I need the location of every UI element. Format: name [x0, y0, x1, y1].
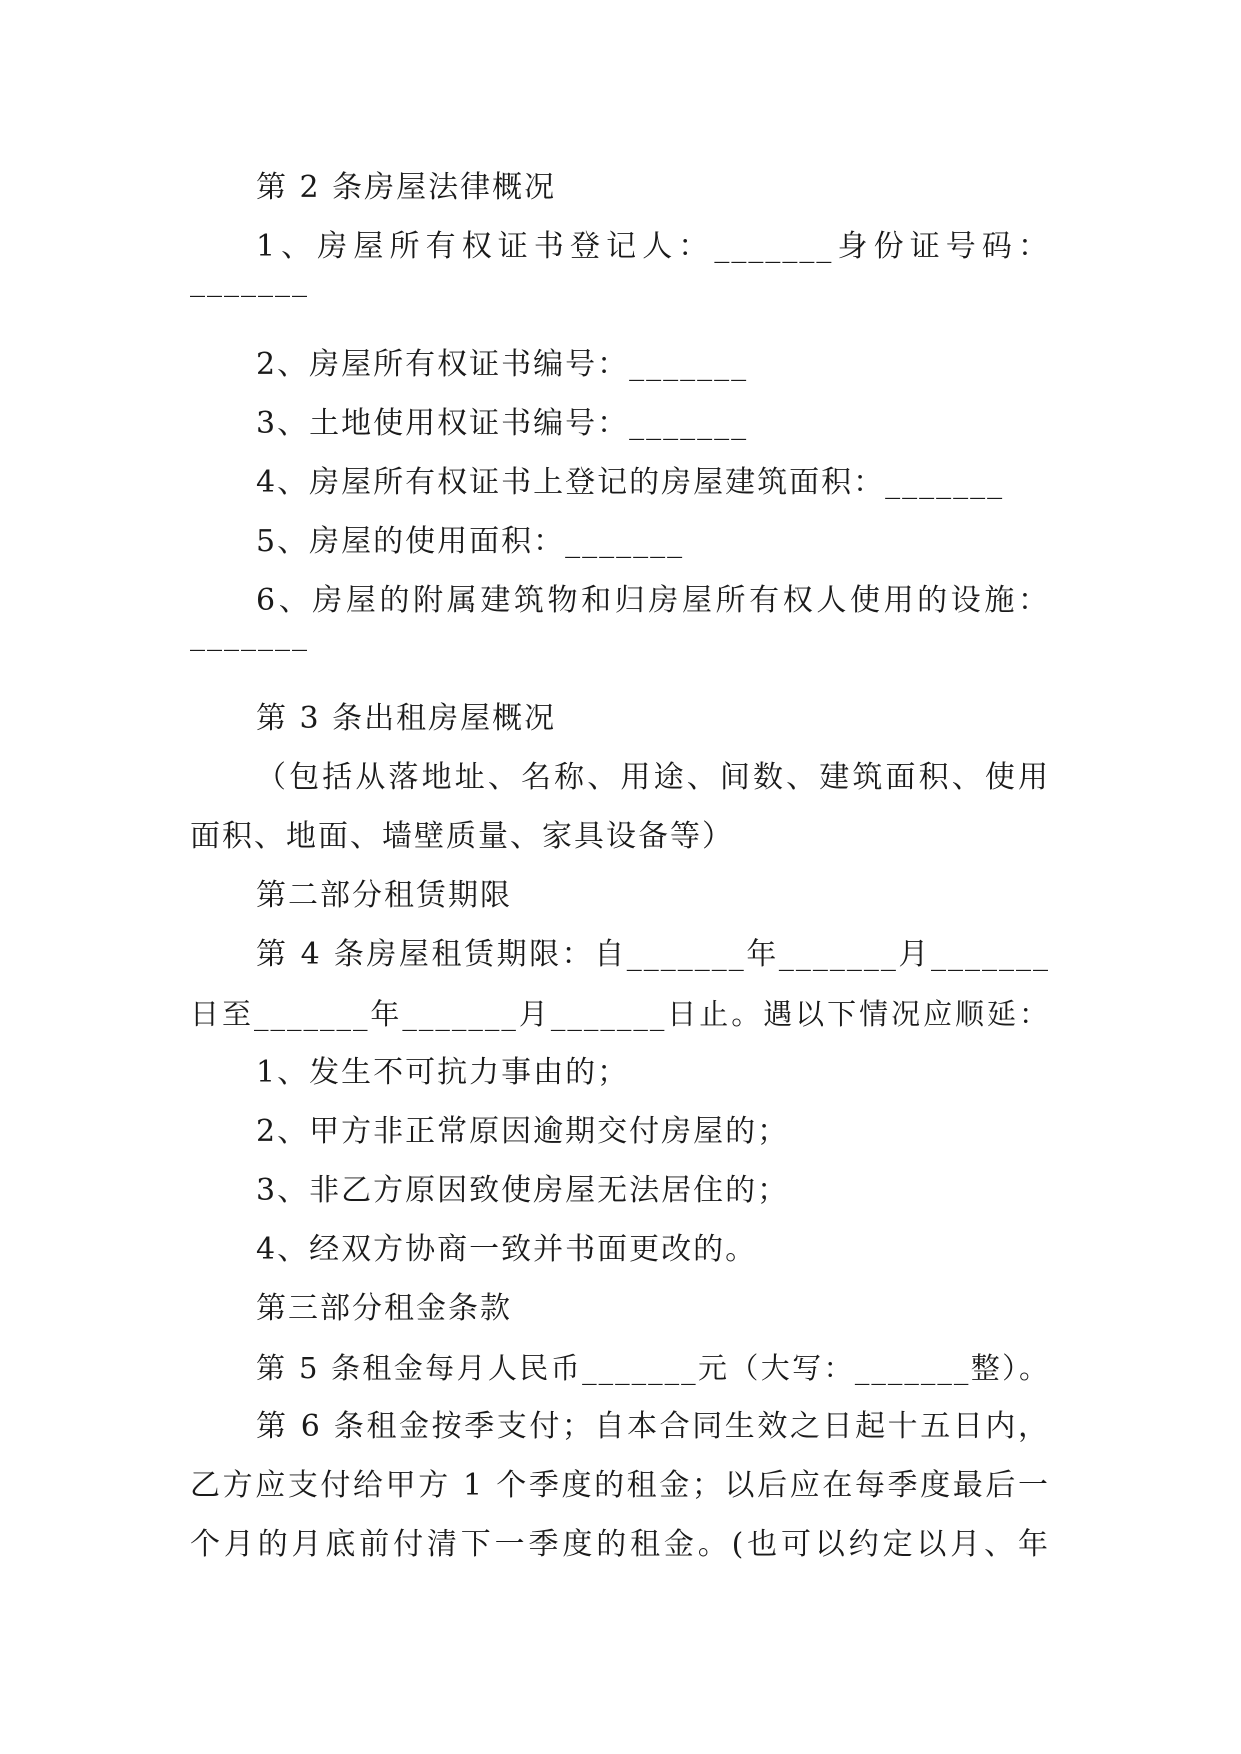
blank-line-1: _______ [190, 263, 309, 298]
article-3-desc-1: （包括从落地址、名称、用途、间数、建筑面积、使用 [256, 760, 1050, 795]
blank-line-2: _______ [190, 617, 309, 652]
article-3-heading: 第 3 条出租房屋概况 [256, 701, 557, 736]
item-4-building-area: 4、房屋所有权证书上登记的房屋建筑面积：_______ [256, 465, 1005, 500]
part-3-heading: 第三部分租金条款 [256, 1291, 512, 1326]
item-6-facilities: 6、房屋的附属建筑物和归房屋所有权人使用的设施： [256, 583, 1050, 618]
extension-2: 2、甲方非正常原因逾期交付房屋的； [256, 1114, 790, 1149]
extension-1: 1、发生不可抗力事由的； [256, 1055, 630, 1090]
article-6-line-3: 个月的月底前付清下一季度的租金。(也可以约定以月、年 [190, 1527, 1050, 1562]
item-3-land-cert: 3、土地使用权证书编号：_______ [256, 406, 749, 441]
article-3-desc-2: 面积、地面、墙壁质量、家具设备等） [190, 819, 734, 854]
part-2-heading: 第二部分租赁期限 [256, 878, 512, 913]
extension-4: 4、经双方协商一致并书面更改的。 [256, 1232, 758, 1267]
extension-3: 3、非乙方原因致使房屋无法居住的； [256, 1173, 790, 1208]
article-2-heading: 第 2 条房屋法律概况 [256, 170, 557, 205]
article-6-line-2: 乙方应支付给甲方 1 个季度的租金；以后应在每季度最后一 [190, 1468, 1050, 1503]
article-4-line-1: 第 4 条房屋租赁期限：自_______年_______月_______ [256, 937, 1050, 972]
article-6-line-1: 第 6 条租金按季支付；自本合同生效之日起十五日内， [256, 1409, 1050, 1444]
article-5: 第 5 条租金每月人民币_______元（大写：_______整）。 [256, 1351, 1050, 1385]
article-4-line-2: 日至_______年_______月_______日止。遇以下情况应顺延： [190, 997, 1050, 1031]
item-5-usable-area: 5、房屋的使用面积：_______ [256, 524, 685, 559]
item-2-cert-number: 2、房屋所有权证书编号：_______ [256, 347, 749, 382]
item-1-owner: 1、房屋所有权证书登记人：_______身份证号码： [256, 229, 1050, 264]
